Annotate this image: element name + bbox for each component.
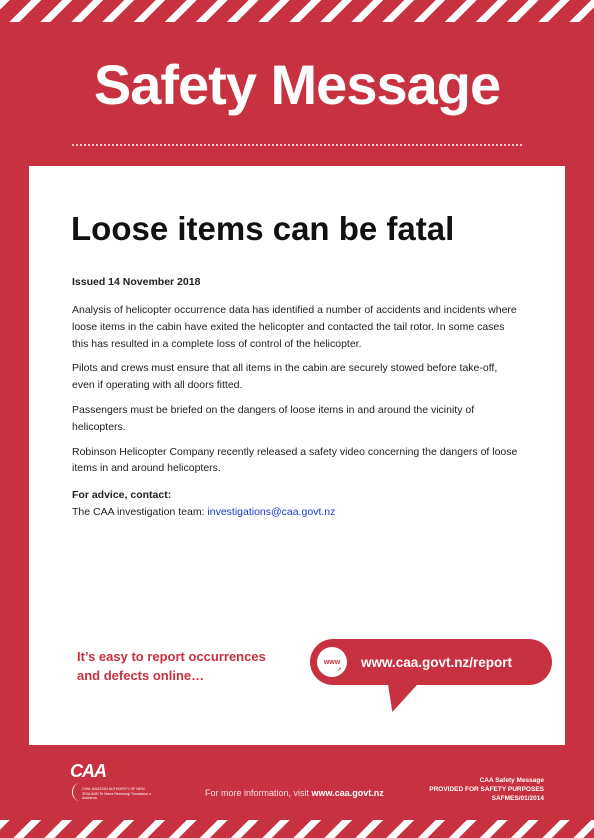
report-link-bubble[interactable] xyxy=(310,639,552,685)
document-reference xyxy=(429,776,544,803)
contact-prefix: The CAA investigation team: xyxy=(72,505,208,518)
www-icon-label: www xyxy=(323,658,341,666)
document-code: SAFMES/01/2014 xyxy=(491,795,544,803)
report-prompt-line2: and defects online… xyxy=(77,667,205,683)
page-title: Safety Message xyxy=(93,53,501,116)
report-prompt-line1: It’s easy to report occurrences xyxy=(77,649,266,664)
top-stripe-band xyxy=(0,0,594,22)
contact-line xyxy=(72,504,522,521)
purpose-label: PROVIDED FOR SAFETY PURPOSES xyxy=(429,786,544,794)
caa-logo-text: CIVIL AVIATION AUTHORITY OF NEW ZEALAND Te Mana Rererangi Tumatanui o Aotearoa xyxy=(82,787,151,801)
body-paragraph: Robinson Helicopter Company recently released a safety video concerning the dangers of loose items in and around helicopters. xyxy=(72,445,518,475)
body-paragraph: Analysis of helicopter occurrence data has identified a number of accidents and incidents where loose items in the cabin have exited the helicopter and contacted the tail rotor. In some cases this has resulted in a complete loss of control of the helicopter. xyxy=(72,304,517,350)
caa-logo-mark: CAA xyxy=(70,761,106,781)
article-headline: Loose items can be fatal xyxy=(71,210,455,247)
bottom-stripe-band xyxy=(0,820,594,838)
issued-date: Issued 14 November 2018 xyxy=(72,276,201,288)
body-paragraph: Pilots and crews must ensure that all items in the cabin are securely stowed before take-off, even if operating with all doors fitted. xyxy=(72,362,498,392)
content-panel xyxy=(29,166,565,745)
series-label: CAA Safety Message xyxy=(479,777,544,784)
cursor-icon: ➚ xyxy=(336,667,342,673)
contact-email-link[interactable]: investigations@caa.govt.nz xyxy=(207,505,336,518)
title-divider xyxy=(72,144,522,146)
footer xyxy=(0,745,594,820)
contact-heading: For advice, contact: xyxy=(72,489,172,502)
body-paragraph: Passengers must be briefed on the dangers of loose items in and around the vicinity of helicopters. xyxy=(72,403,475,433)
footer-info-prefix: For more information, visit xyxy=(205,788,312,798)
globe-icon xyxy=(317,647,347,677)
article-body xyxy=(72,302,522,521)
report-url-link[interactable]: www.caa.govt.nz/report xyxy=(361,654,513,670)
report-prompt xyxy=(77,648,297,686)
footer-info xyxy=(205,788,384,798)
footer-site-link[interactable]: www.caa.govt.nz xyxy=(311,788,384,798)
speech-bubble-tail xyxy=(382,682,419,712)
caa-logo xyxy=(70,761,150,805)
